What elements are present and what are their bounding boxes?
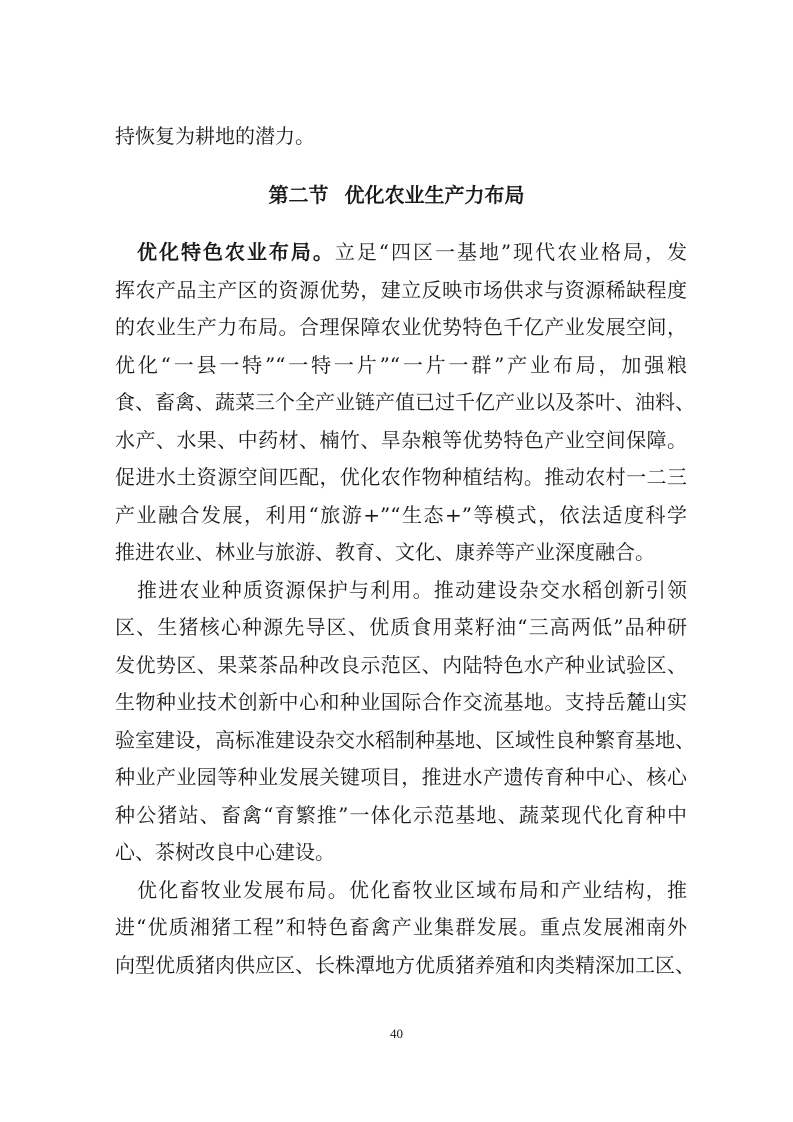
paragraph-line bbox=[137, 572, 687, 610]
line-text: 心、茶树改良中心建设。 bbox=[115, 840, 335, 864]
paragraph-line bbox=[115, 834, 687, 872]
paragraph-line bbox=[115, 309, 687, 347]
line-text: 种业产业园等种业发展关键项目，推进水产遗传育种中心、核心 bbox=[115, 765, 687, 789]
line-text: 向型优质猪肉供应区、长株潭地方优质猪养殖和肉类精深加工区、 bbox=[115, 952, 695, 977]
paragraph-line bbox=[115, 759, 687, 797]
line-text: 推进农业种质资源保护与利用。推动建设杂交水稻创新引领 bbox=[137, 577, 687, 602]
line-text: 促进水土资源空间匹配，优化农作物种植结构。推动农村一二三 bbox=[115, 465, 687, 489]
paragraph-line bbox=[137, 872, 687, 910]
paragraph-line bbox=[115, 722, 695, 760]
line-text: 产业融合发展，利用“旅游+”“生态+”等模式，依法适度科学 bbox=[115, 502, 687, 527]
paragraph-line bbox=[115, 272, 687, 310]
line-text: 区、生猪核心种源先导区、优质食用菜籽油“三高两低”品种研 bbox=[115, 615, 687, 639]
paragraph-line bbox=[115, 684, 687, 722]
carryover-line: 持恢复为耕地的潜力。 bbox=[115, 124, 315, 148]
section-number: 第二节 bbox=[268, 183, 329, 207]
paragraph-line bbox=[137, 234, 687, 272]
line-text: 食、畜禽、蔬菜三个全产业链产值已过千亿产业以及茶叶、油料、 bbox=[115, 390, 695, 414]
line-text: 的农业生产力布局。合理保障农业优势特色千亿产业发展空间， bbox=[115, 315, 687, 339]
paragraph-line bbox=[115, 459, 687, 497]
section-title: 优化农业生产力布局 bbox=[344, 183, 525, 207]
paragraph-line bbox=[115, 909, 687, 947]
paragraph-line bbox=[115, 422, 687, 460]
paragraph-line bbox=[115, 497, 687, 535]
paragraph-line bbox=[115, 947, 695, 985]
line-text: 优化“一县一特”“一特一片”“一片一群”产业布局，加强粮 bbox=[115, 352, 687, 377]
paragraph-line bbox=[115, 534, 687, 572]
paragraph-line bbox=[115, 797, 687, 835]
line-text: 进“优质湘猪工程”和特色畜禽产业集群发展。重点发展湘南外 bbox=[115, 915, 687, 939]
line-text: 种公猪站、畜禽“育繁推”一体化示范基地、蔬菜现代化育种中 bbox=[115, 802, 687, 827]
line-text: 水产、水果、中药材、楠竹、旱杂粮等优势特色产业空间保障。 bbox=[115, 427, 687, 452]
line-text: 优化畜牧业发展布局。优化畜牧业区域布局和产业结构，推 bbox=[137, 877, 687, 902]
line-text: 生物种业技术创新中心和种业国际合作交流基地。支持岳麓山实 bbox=[115, 690, 687, 714]
paragraph-lead: 优化特色农业布局。 bbox=[137, 240, 335, 264]
paragraph-line bbox=[115, 347, 687, 385]
section-heading bbox=[0, 179, 793, 208]
line-text: 挥农产品主产区的资源优势，建立反映市场供求与资源稀缺程度 bbox=[115, 277, 687, 302]
page-number: 40 bbox=[390, 1026, 403, 1041]
paragraph-line bbox=[115, 647, 687, 685]
line-text: 验室建设，高标准建设杂交水稻制种基地、区域性良种繁育基地、 bbox=[115, 727, 695, 752]
paragraph-line bbox=[115, 609, 687, 647]
line-text: 发优势区、果菜茶品种改良示范区、内陆特色水产种业试验区、 bbox=[115, 652, 687, 677]
paragraph-line bbox=[115, 384, 695, 422]
line-text: 立足“四区一基地”现代农业格局，发 bbox=[334, 240, 688, 264]
line-text: 推进农业、林业与旅游、教育、文化、康养等产业深度融合。 bbox=[115, 540, 655, 564]
